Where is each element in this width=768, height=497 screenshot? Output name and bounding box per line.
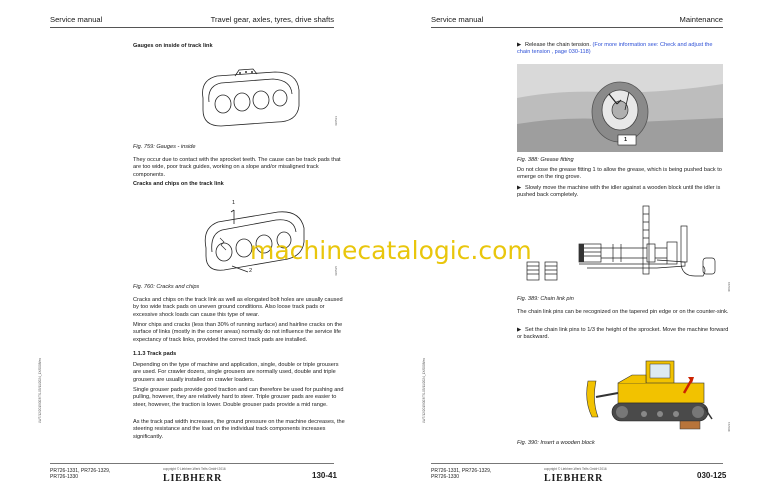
fig760-id: 430535 [334,265,338,276]
paragraph-minor-chips: Minor chips and cracks (less than 30% of running surface) and hairline cracks on the surface of links (mostly in the corner areas) normally do not influence the service life expectancy of track links, provided the correct track pads are installed. [133,322,343,343]
fig389-caption: Fig. 389: Chain link pin [517,296,574,302]
fig390-caption: Fig. 390: Insert a wooden block [517,440,595,446]
grease-fitting-photo [517,64,723,152]
fig390-id: 400233 [727,421,731,432]
right-header-title: Service manual [431,15,484,24]
left-page-number: 130-41 [312,471,337,480]
right-liebherr-logo: LIEBHERR [544,473,604,484]
step-arrow-icon: ▶ [517,327,522,333]
heading-gauges: Gauges on inside of track link [133,43,213,49]
heading-track-pads: 1.1.3 Track pads [133,351,177,357]
step-move-idler: ▶ Slowly move the machine with the idler against a wooden block until the idler is pushed back completely. [517,185,721,199]
left-footer-models: PR726-1331, PR726-1329, PR726-1330 [50,468,111,481]
fig760-callout-2: 2 [249,268,253,274]
watermark: machinecatalogic.com [250,236,532,265]
step-arrow-icon: ▶ [517,185,522,191]
fig760-callout-1: 1 [232,200,236,206]
right-page-number: 030-125 [697,471,727,480]
step-set-pins: ▶ Set the chain link pins to 1/3 the height of the sprocket. Move the machine forward or backward. [517,327,729,341]
fig388-callout-1: 1 [624,137,628,143]
right-footer-copyright: copyright © Liebherr-Werk Telfs GmbH 2016 [544,467,607,471]
paragraph-chain-pins: The chain link pins can be recognized on the tapered pin edge or on the counter-sink. [517,309,729,315]
paragraph-grousers: Depending on the type of machine and application, single, double or triple grousers are used. For crawler dozers, single grousers are normally used, double and triple grousers are usually installed on crawler loaders. [133,362,339,383]
step-arrow-icon: ▶ [517,42,522,48]
paragraph-grease-fitting: Do not close the grease fitting 1 to allow the grease, which is being pushed back to emerge on the ring grove. [517,167,722,181]
left-side-code: LWT/12/2015/003/TS-05/11/2024_1X/0008/en [38,358,42,423]
right-side-code: LWT/12/2015/003/TS-05/11/2024_1X/0008/en [422,358,426,423]
fig388-caption: Fig. 388: Grease fitting [517,157,574,163]
left-header-rule [50,27,334,28]
right-footer-models: PR726-1331, PR726-1329, PR726-1330 [431,468,492,481]
fig389-id: 400229 [727,281,731,292]
right-header-rule [431,27,723,28]
fig759-caption: Fig. 759: Gauges - inside [133,144,196,150]
right-header-section: Maintenance [679,15,723,24]
left-header-section: Travel gear, axles, tyres, drive shafts [210,15,334,24]
left-header-title: Service manual [50,15,103,24]
left-liebherr-logo: LIEBHERR [163,473,223,484]
paragraph-grouser-traction: Single grouser pads provide good traction and can therefore be used for pushing and pulling, however, they are relatively hard to steer. Triple grouser pads are easier to steer, however, the traction is lower. Double grouser pads provide a mid range. [133,387,344,408]
chain-tension-link[interactable]: (For more information see: Check and adjust the chain tension , page 030-118) [517,42,713,56]
paragraph-pad-width: As the track pad width increases, the ground pressure on the machine decreases, the steering resistance and the load on the individual track components increases significantly. [133,419,345,440]
heading-cracks: Cracks and chips on the track link [133,181,224,187]
dozer-wooden-block-figure [584,357,714,432]
step-release-tension: ▶ Release the chain tension. (For more information see: Check and adjust the chain tension , page 030-118) [517,42,713,56]
fig760-caption: Fig. 760: Cracks and chips [133,284,200,290]
fig759-id: 430533 [334,115,338,126]
left-footer-copyright: copyright © Liebherr-Werk Telfs GmbH 2016 [163,467,226,471]
paragraph-cracks-cause: Cracks and chips on the track link as well as elongated bolt holes are usually caused by too wide track pads on uneven ground conditions. Also loose track pads or excessive shock loads can cause this type of wear. [133,297,343,318]
right-footer-rule [431,463,723,464]
track-link-gauges-figure [195,68,305,130]
paragraph-gauges-cause: They occur due to contact with the sprocket teeth. The cause can be track pads that are too wide, poor track guides, working on a slope and/or misaligned track components. [133,157,341,178]
chain-link-pin-figure [517,204,723,292]
left-footer-rule [50,463,334,464]
